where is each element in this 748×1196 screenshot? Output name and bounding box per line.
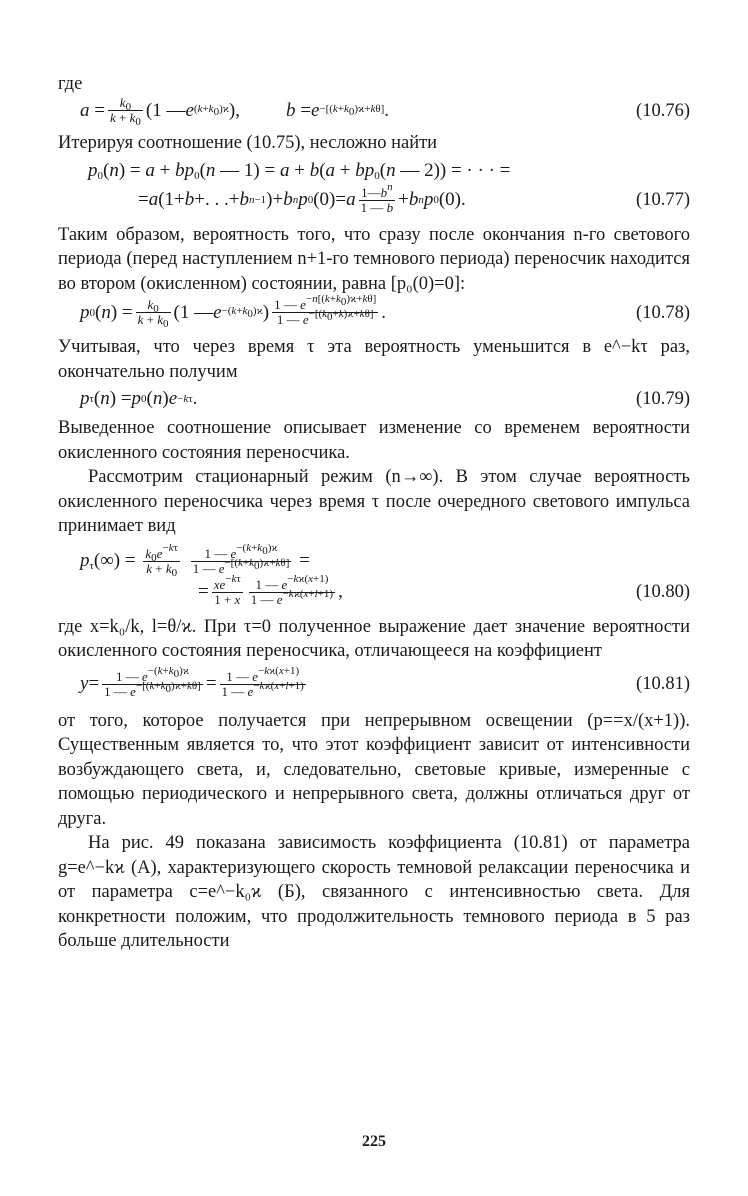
equation-number: (10.79)	[636, 389, 690, 409]
equation-number: (10.78)	[636, 302, 690, 323]
equation-10-80-line2: = $\frac{xe^{-k\tau}}{1 + x}$ $\frac{1 — e^{-kϰ(x+1)}}{1 — e^{-kϰ(x+l+1)}}$ , (10.80)	[198, 572, 690, 607]
paragraph-where-x: где x=k₀/k, l=θ/ϰ. При τ=0 полученное выражение дает значение вероятности окисленного состояния переносчика, отличающееся на коэффициент	[58, 616, 690, 661]
page-body	[58, 72, 690, 954]
paragraph-iter: Итерируя соотношение (10.75), несложно найти	[58, 133, 438, 153]
equation-10-77-line1: $p_0(n) = a + bp_0(n$ — $1) = a + b(a + bp_0(n$ — 2)) = · · · =	[88, 159, 511, 182]
equation-10-81: y = $\frac{1 — e^{-(k+k_0)ϰ}}{1 — e^{-[(k+k_0)ϰ+k\theta]}}$ = $\frac{1 — e^{-kϰ(x+1)}}{1 — e^{-kϰ(x+l+1)}}$ (10.81)	[80, 664, 690, 699]
paragraph-probability: Таким образом, вероятность того, что сразу после окончания n-го светового периода (перед наступлением n+1-го темнового периода) переносчик находится во втором (окисленном) состоянии, равна [p₀(0)=0]:	[58, 224, 690, 294]
equation-number: (10.80)	[636, 582, 690, 602]
equation-10-78: p 0 ( n ) = $\frac{k_0}{k + k_0}$ (1 — e $-(k+k_0)ϰ$ ) $\frac{1 — e^{-n[(k+k_0)ϰ+k\theta]}}{1 — e^{-[(k_0+k)ϰ+k\theta]}}$ . (10.78)	[80, 293, 690, 330]
paragraph-derived: Выведенное соотношение описывает изменение со временем вероятности окисленного состояния переносчика.	[58, 418, 690, 463]
equation-10-76: a = $\frac{k_0}{k + k_0}$ (1 — e $(k+k_0)ϰ$ ), b = e $-[(k+k_0)ϰ+k\theta]$ . (10.76)	[80, 95, 690, 128]
page-number: 225	[362, 1133, 386, 1150]
equation-number: (10.77)	[636, 190, 690, 210]
paragraph-stationary: Рассмотрим стационарный режим (n→∞). В этом случае вероятность окисленного переносчика через время τ после очередного светового импульса принимает вид	[58, 467, 690, 536]
equation-number: (10.81)	[636, 674, 690, 694]
paragraph-figure: На рис. 49 показана зависимость коэффициента (10.81) от параметра g=e^−kϰ (A), характеризующего скорость темновой релаксации переносчика и от параметра c=e^−k₀ϰ (Б), связанного с интенсивностью света. Для конкретности положим, что продолжительность темнового периода в 5 раз больше длительности	[58, 833, 690, 951]
paragraph-tau: Учитывая, что через время τ эта вероятность уменьшится в e^−kτ раз, окончательно получим	[58, 337, 690, 382]
paragraph-from: от того, которое получается при непрерывном освещении (p==x/(x+1)). Существенным является то, что этот коэффициент зависит от интенсивности возбуждающего света, и, следовательно, световые кривые, измеренные с помощью периодического и непрерывного света, должны отличаться друг от друга.	[58, 710, 690, 829]
equation-10-79: p τ ( n ) = p 0 ( n ) e −kτ . (10.79)	[58, 386, 690, 412]
where-label: где	[58, 74, 83, 94]
equation-10-77-line2: = a (1+ b +. . .+ b n−1 )+ b n p 0 (0)= a $\frac{1—b^n}{1 — b}$ + b n p 0 (0). (10.77)	[138, 180, 690, 215]
equation-10-80-line1: $p_\tau(\infty)$ = $\frac{k_0e^{-k\tau}}{k + k_0}$ $\frac{1 — e^{-(k+k_0)ϰ}}{1 — e^{-[(k+k_0)ϰ+k\theta]}}$ =	[80, 541, 310, 579]
equation-number: (10.76)	[636, 100, 690, 121]
